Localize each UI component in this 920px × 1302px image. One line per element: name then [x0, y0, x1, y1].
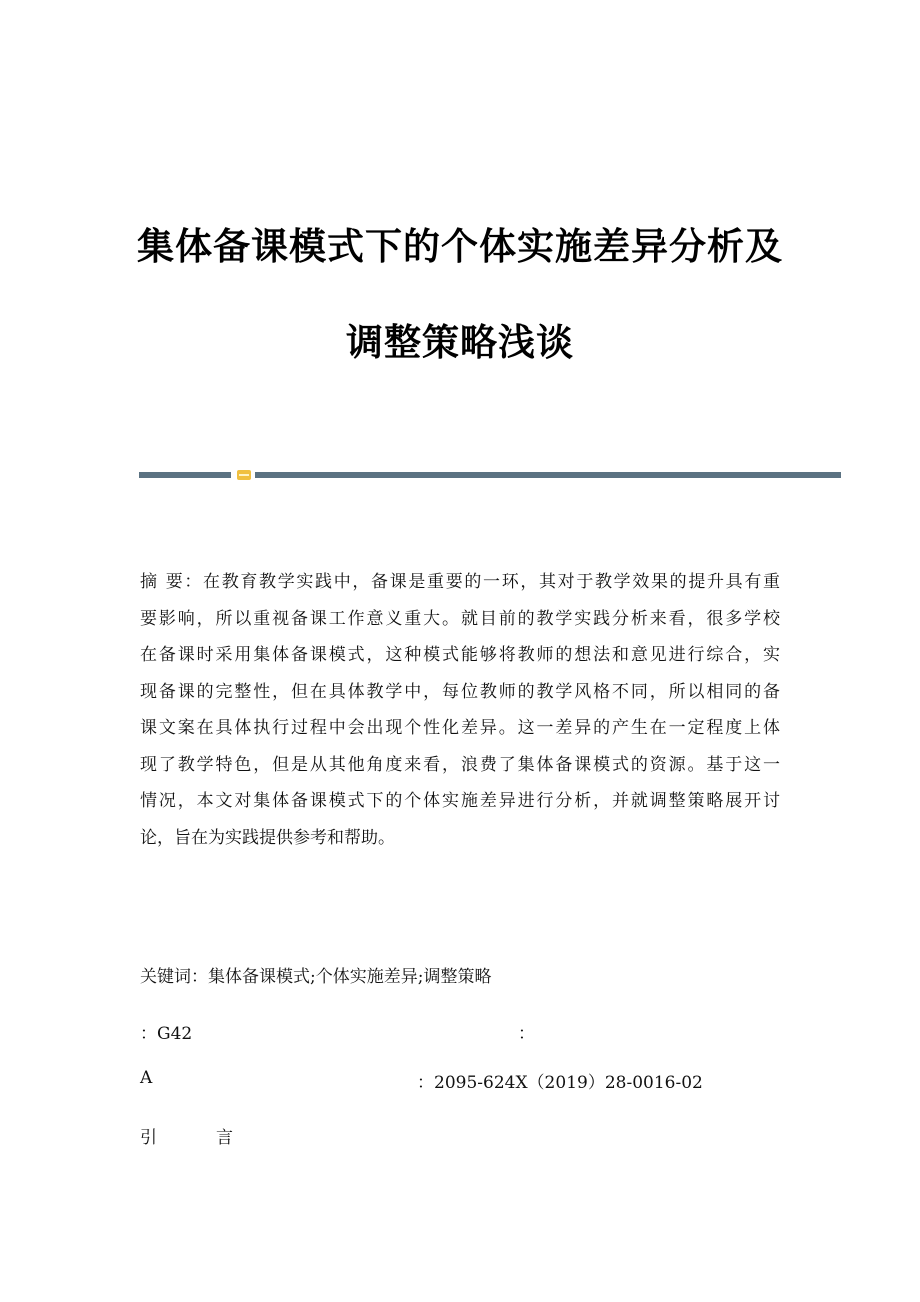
- abstract-line: 摘 要：在教育教学实践中，备课是重要的一环，其对于教学效果的提升具有重: [140, 572, 780, 592]
- classification-number: ：G42: [140, 1024, 193, 1044]
- document-title-line-2: 调整策略浅谈: [346, 321, 574, 364]
- abstract-line: 在备课时采用集体备课模式，这种模式能够将教师的想法和意见进行综合，实: [140, 645, 780, 665]
- intro-heading-char-1: 引: [140, 1128, 157, 1148]
- decorative-divider: [139, 470, 841, 480]
- abstract-line: 现备课的完整性，但在具体教学中，每位教师的教学风格不同，所以相同的备: [140, 681, 780, 702]
- abstract-line: 现了教学特色，但是从其他角度来看，浪费了集体备课模式的资源。基于这一: [140, 754, 780, 775]
- divider-bar-right: [255, 472, 841, 478]
- abstract-line: 情况，本文对集体备课模式下的个体实施差异进行分析，并就调整策略展开讨: [140, 791, 780, 811]
- divider-bar-left: [139, 472, 231, 478]
- classification-right-label: ：: [518, 1024, 535, 1044]
- abstract-line: 要影响，所以重视备课工作意义重大。就目前的教学实践分析来看，很多学校: [140, 608, 780, 629]
- abstract-line: 论，旨在为实践提供参考和帮助。: [140, 827, 395, 848]
- document-code-row: [140, 1068, 780, 1092]
- document-code: A: [140, 1068, 153, 1088]
- divider-ornament-icon: [237, 470, 251, 480]
- abstract-paragraph: [140, 564, 780, 856]
- document-title-line-1: 集体备课模式下的个体实施差异分析及: [137, 225, 783, 268]
- keywords: 关键词：集体备课模式;个体实施差异;调整策略: [140, 967, 492, 987]
- intro-heading: [140, 1123, 340, 1147]
- article-number: ：2095-624X（2019）28-0016-02: [417, 1073, 703, 1093]
- classification-row: [140, 1019, 780, 1043]
- abstract-line: 课文案在具体执行过程中会出现个性化差异。这一差异的产生在一定程度上体: [140, 718, 780, 738]
- intro-heading-char-2: 言: [216, 1128, 233, 1148]
